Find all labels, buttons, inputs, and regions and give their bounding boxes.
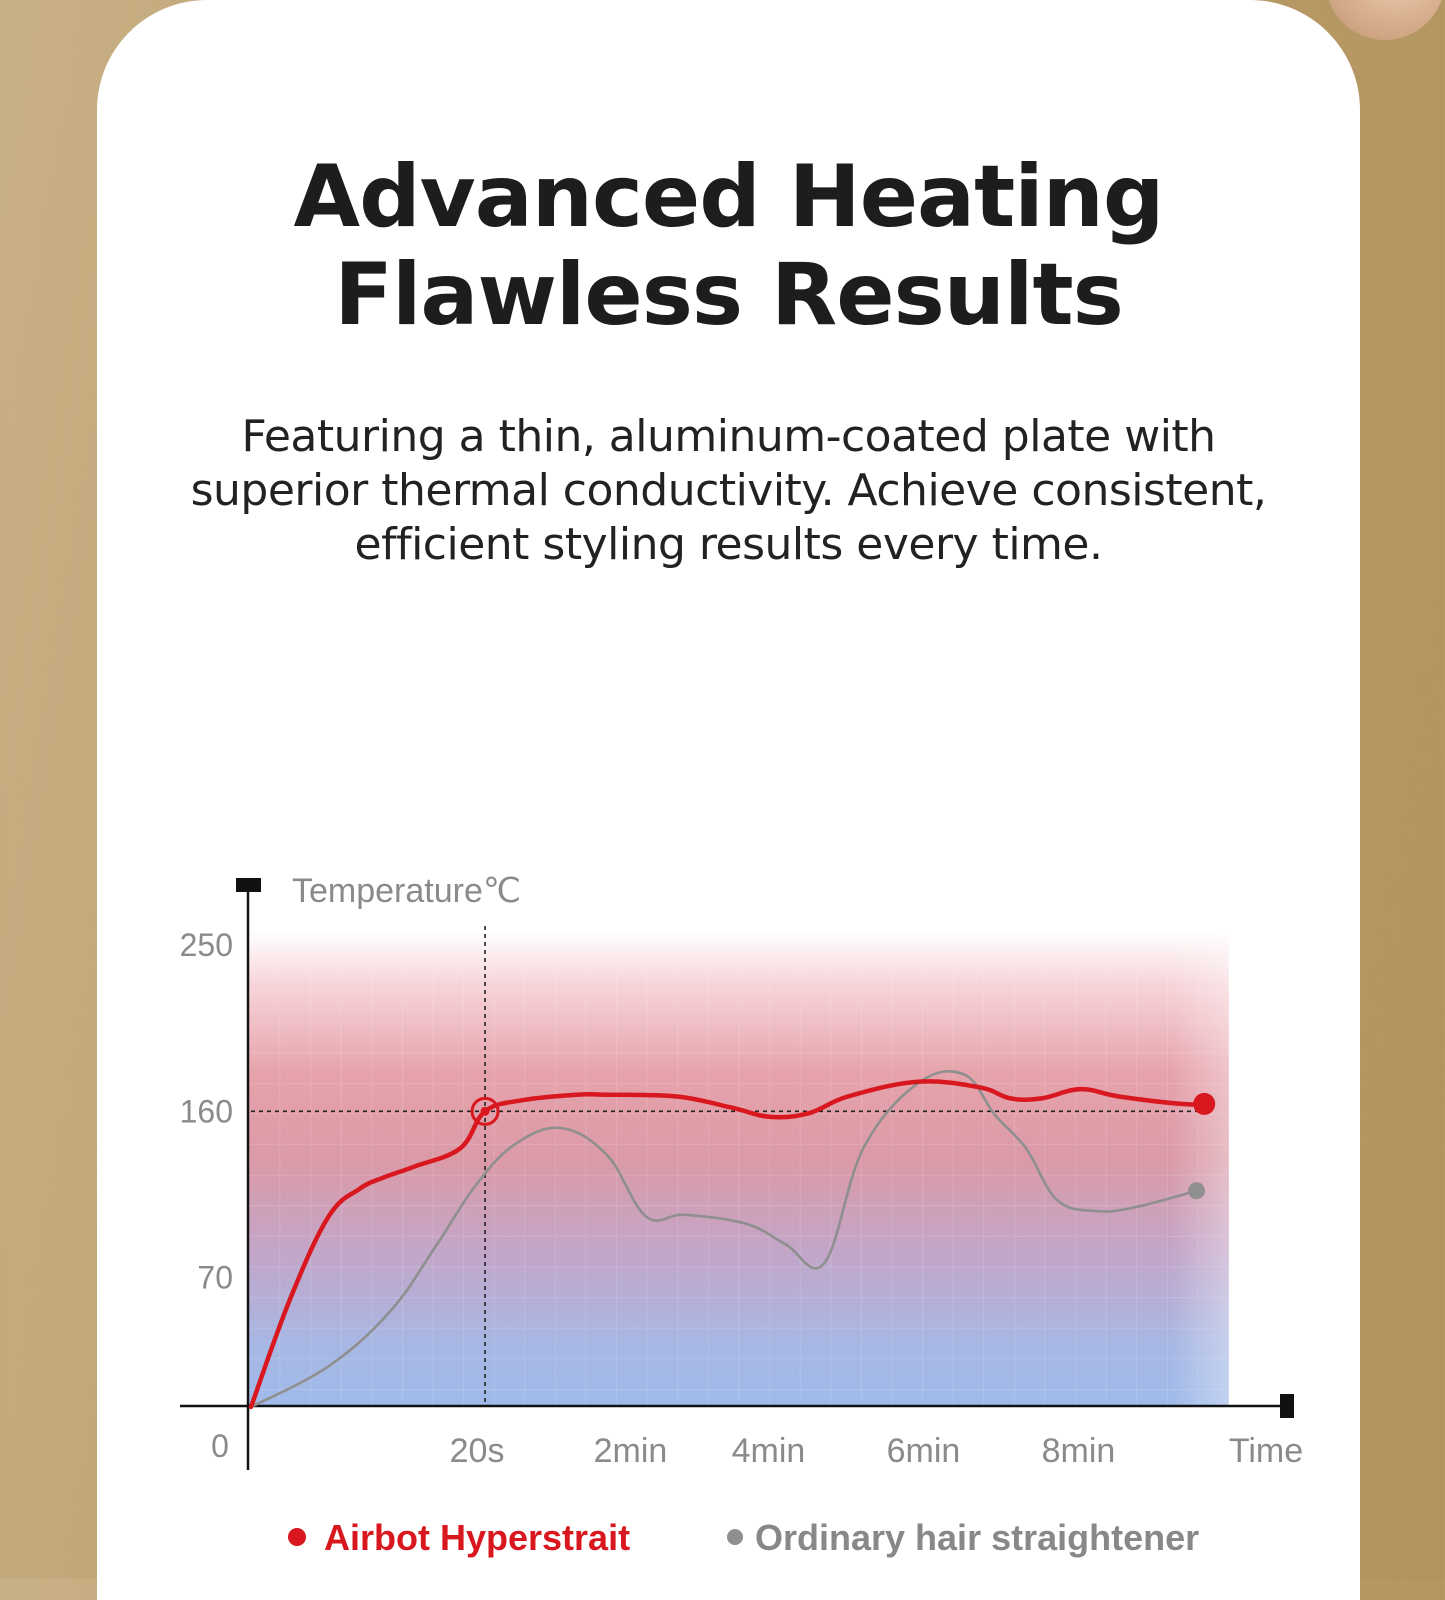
- x-axis-end-cap: [1280, 1394, 1294, 1418]
- y-tick-label: 70: [197, 1259, 233, 1296]
- x-tick-label: 20s: [449, 1432, 505, 1470]
- legend-label-ordinary: Ordinary hair straightener: [755, 1517, 1200, 1558]
- description-line-1: Featuring a thin, aluminum-coated plate with: [241, 411, 1216, 462]
- legend-marker-ordinary: [727, 1529, 743, 1545]
- series-end-point-airbot: [1193, 1093, 1215, 1115]
- legend-item-airbot: [288, 1515, 630, 1561]
- x-tick-label: 8min: [1041, 1432, 1116, 1470]
- x-tick-label: 2min: [593, 1432, 668, 1470]
- description-line-3: efficient styling results every time.: [354, 519, 1103, 570]
- x-axis-label: Time: [1228, 1432, 1304, 1470]
- title-line-1: Advanced Heating: [293, 147, 1164, 247]
- legend-marker-airbot: [288, 1528, 306, 1546]
- plot-fade: [249, 930, 1229, 1407]
- x-tick-label: 4min: [731, 1432, 806, 1470]
- y-axis-end-cap: [236, 878, 261, 892]
- origin-label: 0: [211, 1428, 229, 1464]
- reference-marker-dot: [481, 1107, 490, 1116]
- x-tick-label: 6min: [886, 1432, 961, 1470]
- description-line-2: superior thermal conductivity. Achieve consistent,: [190, 465, 1267, 516]
- y-tick-label: 160: [179, 1093, 233, 1130]
- legend-item-ordinary: [727, 1515, 1199, 1561]
- y-axis-label: Temperature℃: [292, 872, 522, 910]
- plot-background: [249, 930, 1229, 1407]
- legend-label-airbot: Airbot Hyperstrait: [324, 1517, 631, 1558]
- y-tick-label: 250: [179, 927, 233, 963]
- series-end-point-ordinary: [1188, 1182, 1205, 1199]
- title-line-2: Flawless Results: [334, 245, 1123, 345]
